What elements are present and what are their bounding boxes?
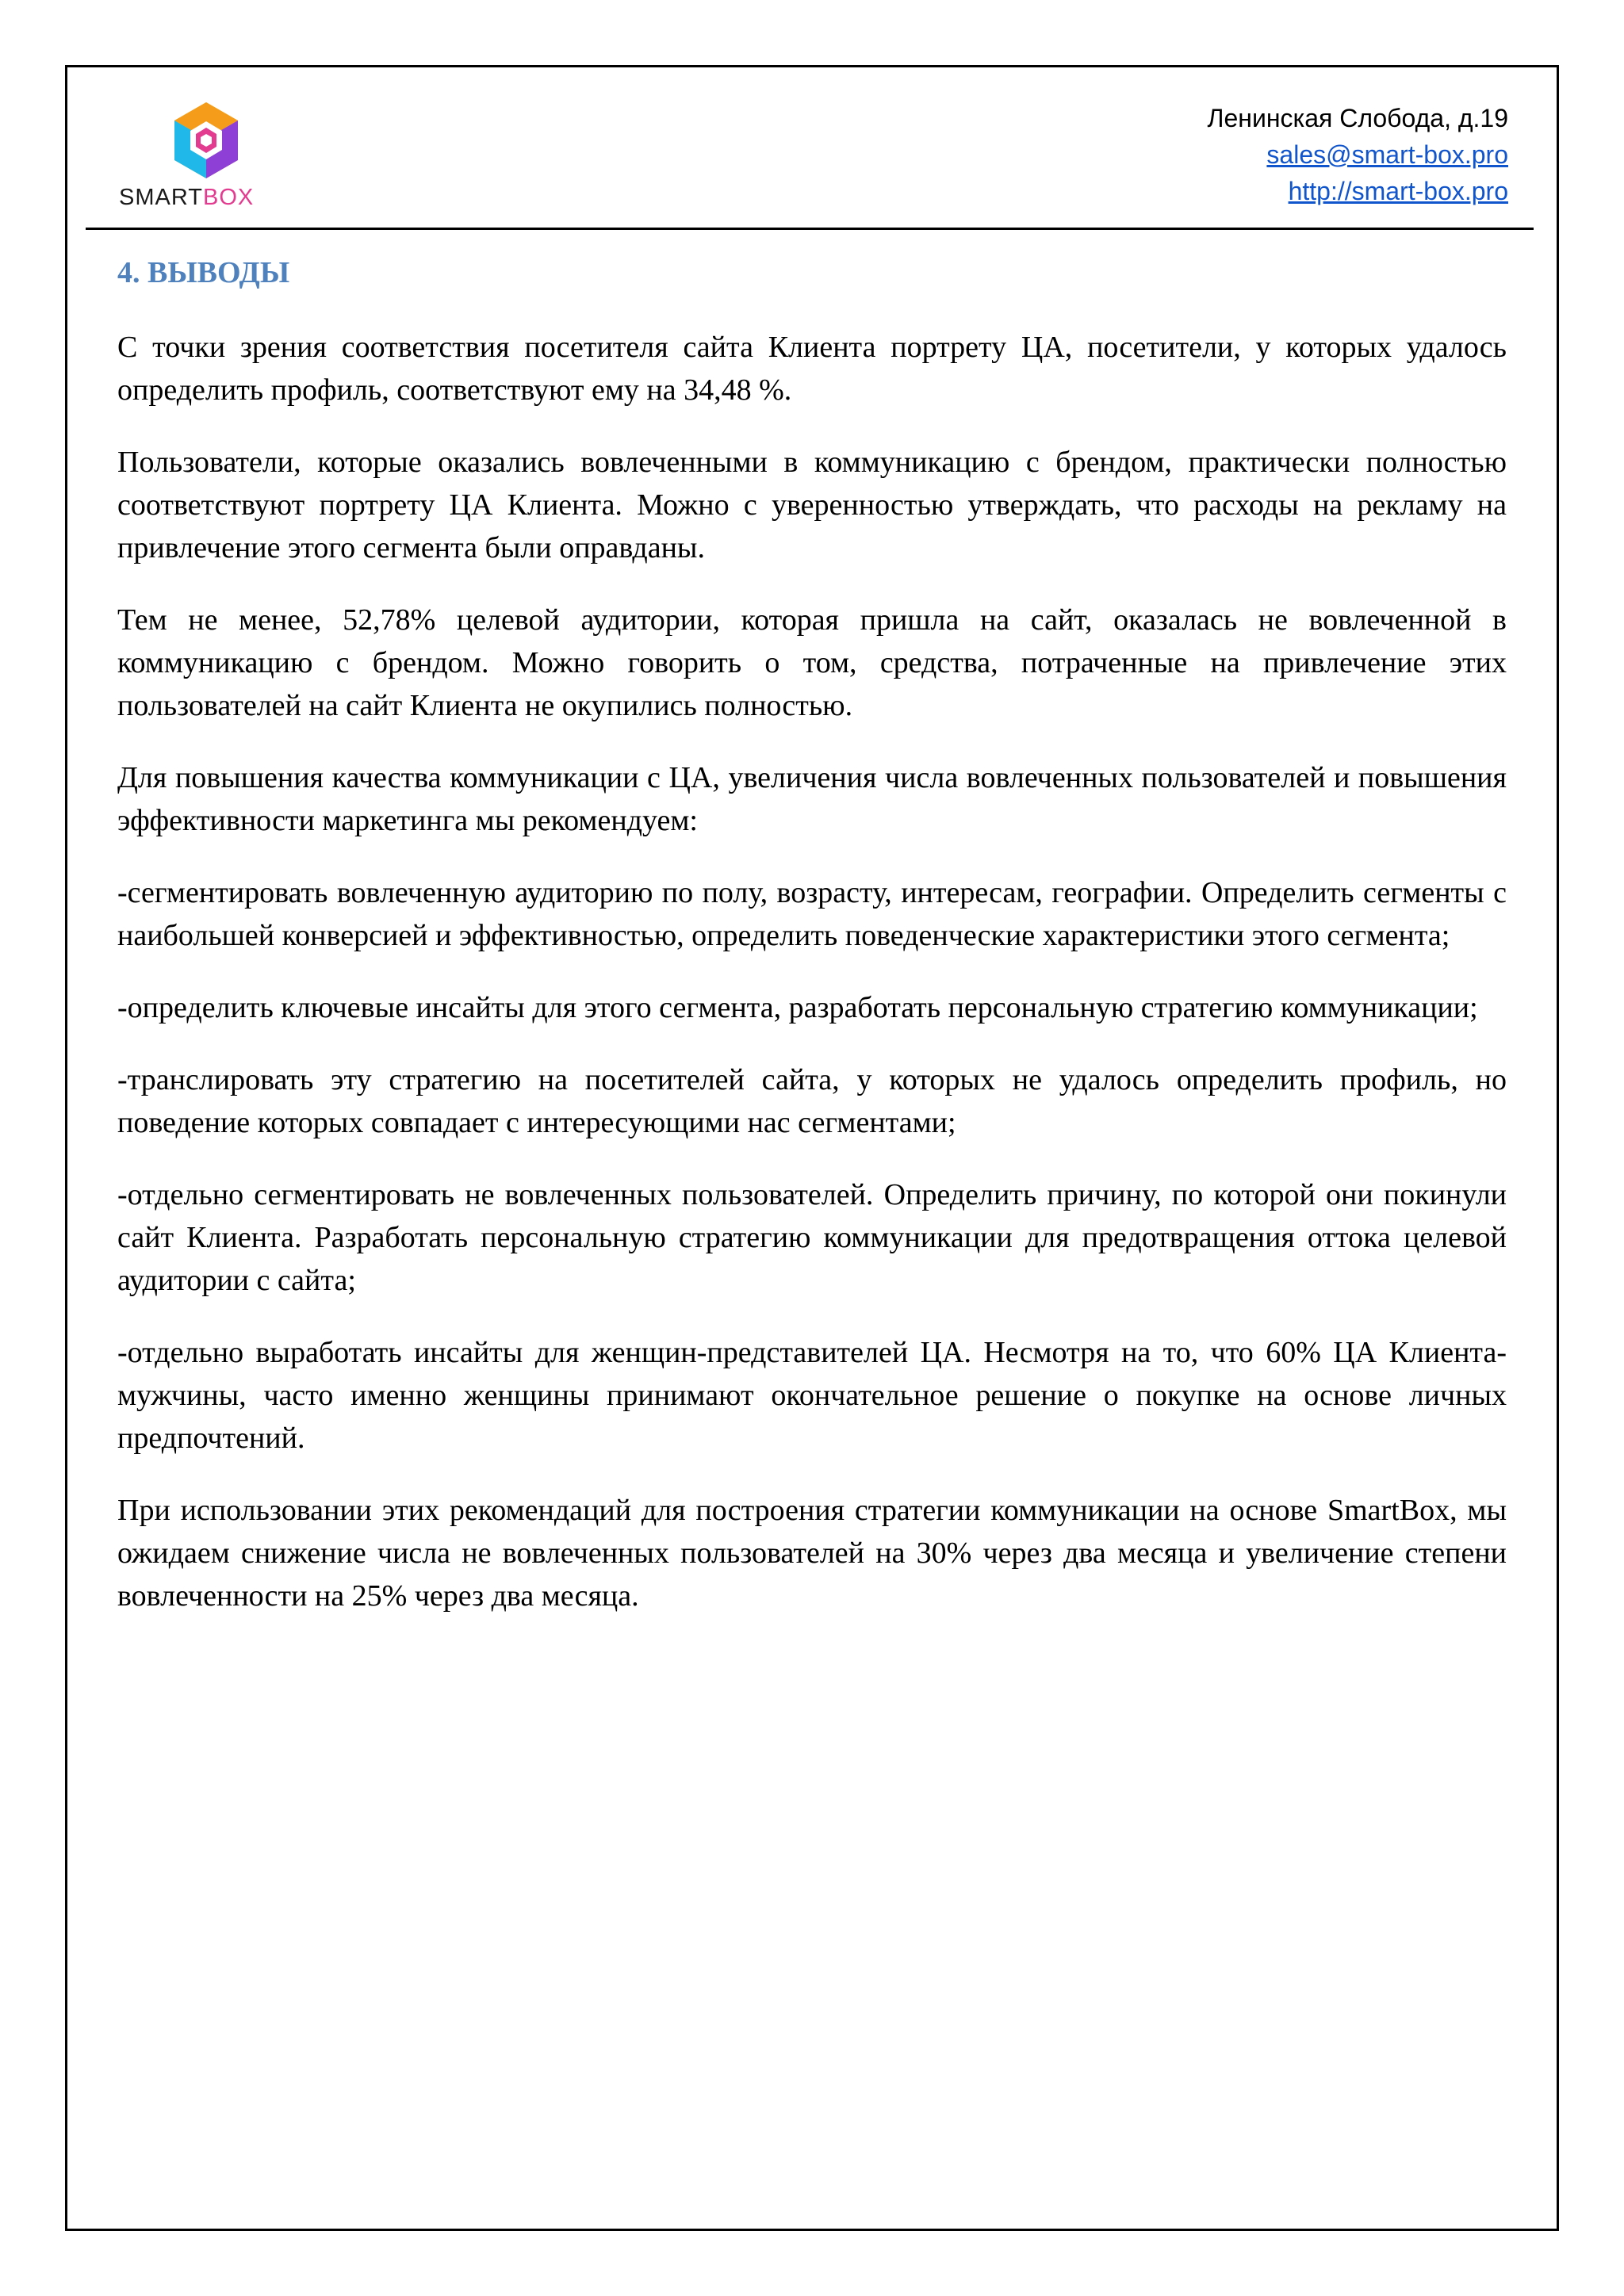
smartbox-logo [119,99,293,214]
website-link[interactable]: http://smart-box.pro [1288,177,1508,205]
list-item: -отдельно сегментировать не вовлеченных пользователей. Определить причину, по которой они покинули сайт Клиента. Разработать персональную стратегию коммуникации для предотвращения оттока целевой аудитории с сайта; [117,1178,1507,1297]
paragraph: С точки зрения соответствия посетителя сайта Клиента портрету ЦА, посетители, у которых удалось определить профиль, соответствуют ему на 34,48 %. [117,331,1507,407]
header-divider [86,228,1534,230]
logo-wordmark-box: BOX [202,185,255,210]
document-body [117,251,1507,1647]
logo-wordmark [119,185,254,211]
paragraph: При использовании этих рекомендаций для построения стратегии коммуникации на основе SmartBox, мы ожидаем снижение числа не вовлеченных пользователей на 30% через два месяца и увеличение степени вовлеченности на 25% через два месяца. [117,1494,1507,1613]
list-item: -транслировать эту стратегию на посетителей сайта, у которых не удалось определить профиль, но поведение которых совпадает с интересующими нас сегментами; [117,1063,1507,1139]
logo-wordmark-smart: SMART [119,185,203,210]
list-item: -сегментировать вовлеченную аудиторию по полу, возрасту, интересам, географии. Определить сегменты с наибольшей конверсией и эффективностью, определить поведенческие характеристики этого сегмента; [117,876,1507,952]
paragraph: Пользователи, которые оказались вовлеченными в коммуникацию с брендом, практически полностью соответствуют портрету ЦА Клиента. Можно с уверенностью утверждать, что расходы на рекламу на привлечение этого сегмента были оправданы. [117,446,1507,564]
contact-block [1208,100,1509,209]
paragraph: Тем не менее, 52,78% целевой аудитории, которая пришла на сайт, оказалась не вовлеченной в коммуникацию с брендом. Можно говорить о том, средства, потраченные на привлечение этих пользователей на сайт Клиента не окупились полностью. [117,603,1507,722]
list-item: -отдельно выработать инсайты для женщин-представителей ЦА. Несмотря на то, что 60% ЦА Клиента-мужчины, часто именно женщины принимают окончательное решение о покупке на основе личных предпочтений. [117,1336,1507,1455]
paragraph: Для повышения качества коммуникации с ЦА, увеличения числа вовлеченных пользователей и повышения эффективности маркетинга мы рекомендуем: [117,761,1507,837]
hexagon-cube-icon [168,99,244,182]
email-link[interactable]: sales@smart-box.pro [1266,140,1508,169]
section-heading: 4. ВЫВОДЫ [117,256,290,289]
list-item: -определить ключевые инсайты для этого сегмента, разработать персональную стратегию коммуникации; [117,991,1478,1024]
address: Ленинская Слобода, д.19 [1207,104,1508,132]
